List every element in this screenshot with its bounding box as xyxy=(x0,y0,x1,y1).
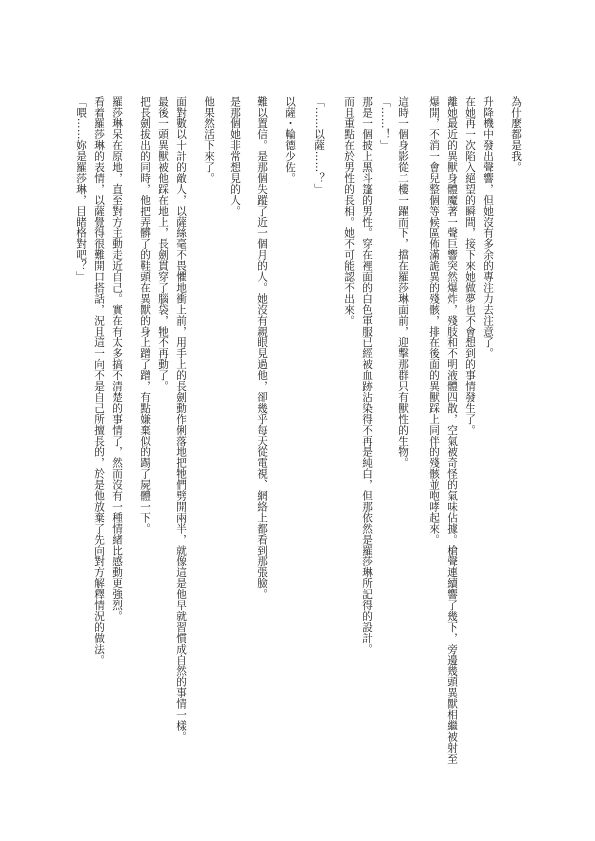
text-line: 面對數以十計的敵人，以薩絲毫不畏懼地衝上前，用手上的長劍動作俐落地把牠們劈開兩半，就像這是他早就習慣成自然的事情一樣。 xyxy=(175,96,187,743)
text-line: 他果然活下來了。 xyxy=(203,96,215,184)
text-line: 離她最近的異獸身體魔著一聲巨響突然爆炸，殘肢和不明液體四散，空氣被奇怪的氣味佔據。槍聲連續響了幾下，旁邊幾頭異獸相繼被射至 xyxy=(446,96,458,764)
text-line: 升降機中發出聲響，但她沒有多余的專注力去注意了。 xyxy=(482,96,494,359)
text-line: 「喂……妳是羅莎琳，目睹格對吧？」 xyxy=(75,96,87,283)
text-line: 羅莎琳呆在原地，直至對方主動走近自己。實在有太多搞不清楚的事情了，然而沒有一種情緒比感動更強烈。 xyxy=(111,96,123,622)
text-line: 「……！」 xyxy=(379,96,391,151)
text-line: 難以置信。是那個失蹤了近一個月的人。她沒有親眼見過他，卻幾乎每天從電視、網絡上都看到那張臉。 xyxy=(256,96,268,600)
text-line: 這時一個身影從二樓一躍而下，擋在羅莎琳面前，迎擊那群只有獸性的生物。 xyxy=(397,96,409,469)
text-line: 是那個她非常想見的人。 xyxy=(229,96,241,217)
text-line: 在她再一次陷入絕望的瞬間，接下來她做夢也不會想到的事情發生了。 xyxy=(464,96,476,436)
text-line: 爆開，不消一會兒整個等候區佈滿詭異的殘骸，排在後面的異獸踩上同伴的殘骸並咆哮起來。 xyxy=(428,96,440,545)
text-line: 為什麼都是我。 xyxy=(510,96,522,173)
text-line: 看着羅莎琳的表情，以薩覺得很難開口搭話，況且這一向不是自己所擅長的，於是他放棄了先向對方解釋情況的做法。 xyxy=(93,96,105,666)
text-line: 以薩・輪德少佐。 xyxy=(284,96,296,184)
text-line: 「……以薩……？」 xyxy=(313,96,325,195)
text-line: 最後一頭異獸被他踩在地上，長劍貫穿了腦袋，牠不再動了。 xyxy=(157,96,169,392)
text-line: 那是一個披上黑斗篷的男性。穿在裡面的白色軍服已經被血跡沾染得不再是純白，但那依然是羅莎琳所記得的設計。 xyxy=(361,96,373,655)
text-line: 把長劍拔出的同時，他把弄髒了的鞋頭在異獸的身上蹭了蹭，有點嫌棄似的踢了屍體一下。 xyxy=(139,96,151,534)
text-line: 而且重點在於男性的長相。她不可能認不出來。 xyxy=(343,96,355,326)
